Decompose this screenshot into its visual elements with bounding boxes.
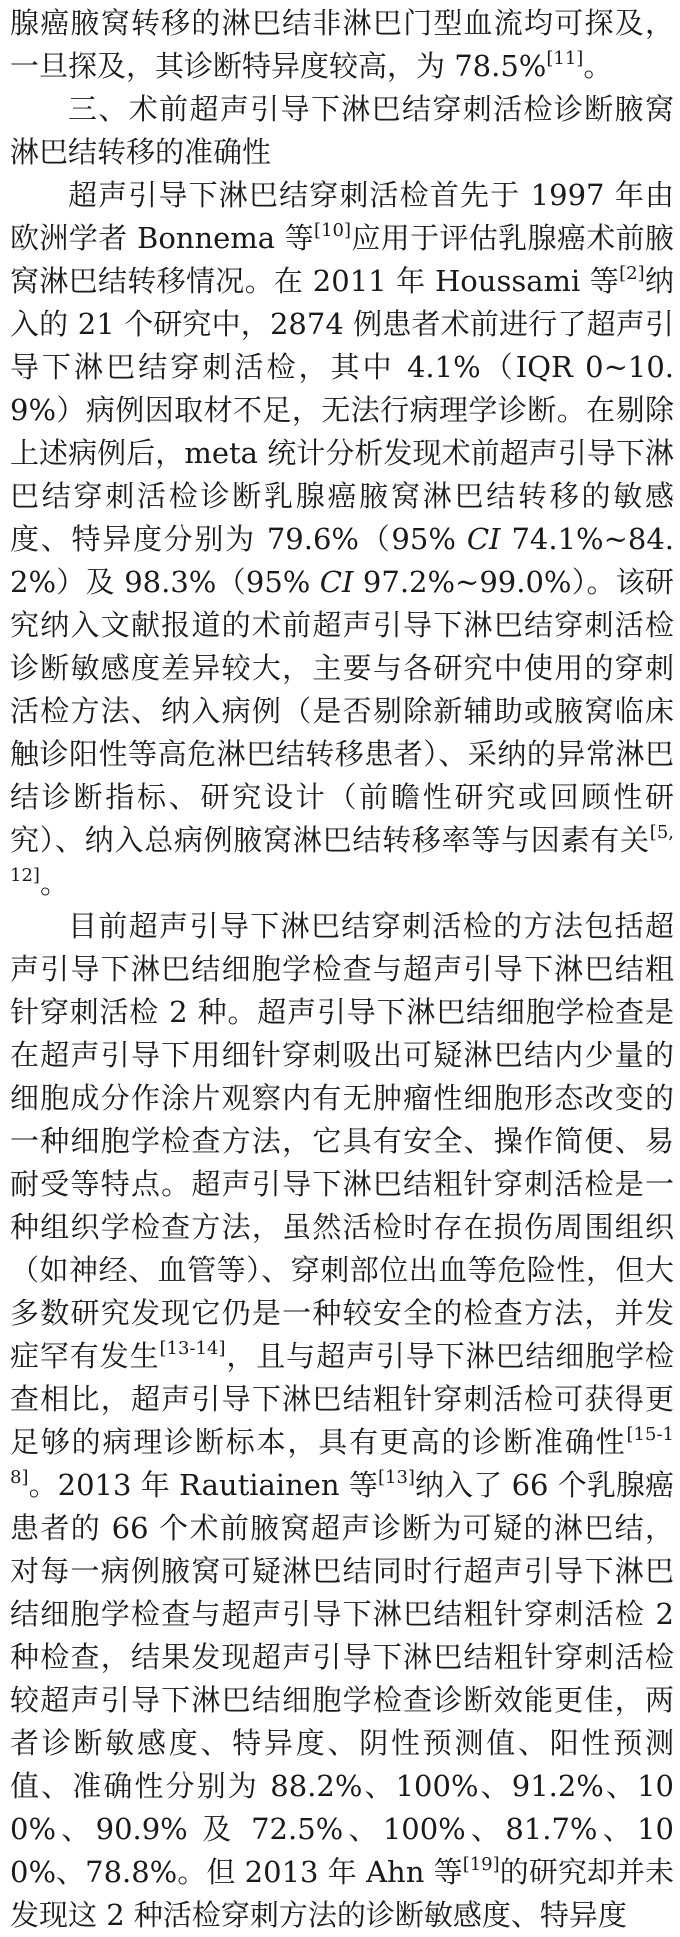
paragraph-intro [10, 2, 674, 88]
citation: [ $^{10}$ ] [314, 220, 351, 241]
document-page [10, 0, 674, 1937]
paragraph-text: 97.2%~99.0%）。该研究纳入文献报道的术前超声引导下淋巴结穿刺活检诊断敏感度差异较大，主要与各研究中使用的穿刺活检方法、纳入病例（是否剔除新辅助或腋窝临床触诊阳性等高危淋巴结转移患者）、采纳的异常淋巴结诊断指标、研究设计（前瞻性研究或回顾性研究）、纳入总病例腋窝淋巴结转移率等与因素有关 [10, 565, 674, 857]
paragraph-text: 纳入的 21 个研究中，2874 例患者术前进行了超声引导下淋巴结穿刺活检，其中 4.1%（IQR 0~10.9%）病例因取材不足，无法行病理学诊断。在剔除上述病例后，meta 统计分析发现术前超声引导下淋巴结穿刺活检诊断乳腺癌腋窝淋巴结转移的敏感度、特异度分别为 79.6%（95% [10, 264, 674, 556]
paragraph-text: 应用于评估乳腺癌术前腋窝淋巴结转移情况。在 2011 年 Houssami 等 [10, 221, 674, 298]
paragraph-text: 74.1%~84.2%）及 98.3%（95% [10, 522, 674, 599]
paragraph-text: ，且与超声引导下淋巴结细胞学检查相比，超声引导下淋巴结粗针穿刺活检可获得更足够的病理诊断标本，具有更高的诊断准确性 [10, 1339, 674, 1459]
citation: [ $^{5, 12}$ ] [10, 822, 674, 886]
citation: [ $^{13-14}$ ] [160, 1338, 226, 1359]
ci-label: CI [319, 565, 354, 599]
paragraph-text: 腺癌腋窝转移的淋巴结非淋巴门型血流均可探及，一旦探及，其诊断特异度较高，为 78.5% [10, 6, 674, 83]
citation: [ $^{11}$ ] [546, 48, 583, 69]
paragraph-2 [10, 905, 674, 1937]
citation: [ $^2$ ] [619, 263, 645, 284]
paragraph-text: 。 [583, 49, 613, 83]
paragraph-text: 的研究却并未发现这 2 种活检穿刺方法的诊断敏感度、特异度 [10, 1855, 674, 1932]
paragraph-text: 超声引导下淋巴结穿刺活检首先于 1997 年由欧洲学者 Bonnema 等 [10, 178, 674, 255]
paragraph-text: 目前超声引导下淋巴结穿刺活检的方法包括超声引导下淋巴结细胞学检查与超声引导下淋巴结粗针穿刺活检 2 种。超声引导下淋巴结细胞学检查是在超声引导下用细针穿刺吸出可疑淋巴结内少量的细胞成分作涂片观察内有无肿瘤性细胞形态改变的一种细胞学检查方法，它具有安全、操作简便、易耐受等特点。超声引导下淋巴结粗针穿刺活检是一种组织学检查方法，虽然活检时存在损伤周围组织（如神经、血管等）、穿刺部位出血等危险性，但大多数研究发现它仍是一种较安全的检查方法，并发症罕有发生 [10, 909, 674, 1373]
paragraph-text: 纳入了 66 个乳腺癌患者的 66 个术前腋窝超声诊断为可疑的淋巴结，对每一病例腋窝可疑淋巴结同时行超声引导下淋巴结细胞学检查与超声引导下淋巴结粗针穿刺活检 2 种检查，结果发现超声引导下淋巴结粗针穿刺活检较超声引导下淋巴结细胞学检查诊断效能更佳，两者诊断敏感度、特异度、阴性预测值、阳性预测值、准确性分别为 88.2%、100%、91.2%、100%、90.9% 及 72.5%、100%、81.7%、100%、78.8%。但 2013 年 Ahn 等 [10, 1468, 675, 1889]
ci-label: CI [466, 522, 501, 556]
paragraph-text: 。2013 年 Rautiainen 等 [28, 1468, 378, 1502]
paragraph-text: 。 [39, 866, 69, 900]
citation: [ $^{19}$ ] [463, 1854, 500, 1875]
citation: [ $^{15-18}$ ] [10, 1424, 674, 1488]
citation: [ $^{13}$ ] [378, 1467, 415, 1488]
paragraph-1 [10, 174, 674, 905]
section-heading: 三、术前超声引导下淋巴结穿刺活检诊断腋窝淋巴结转移的准确性 [10, 92, 674, 169]
